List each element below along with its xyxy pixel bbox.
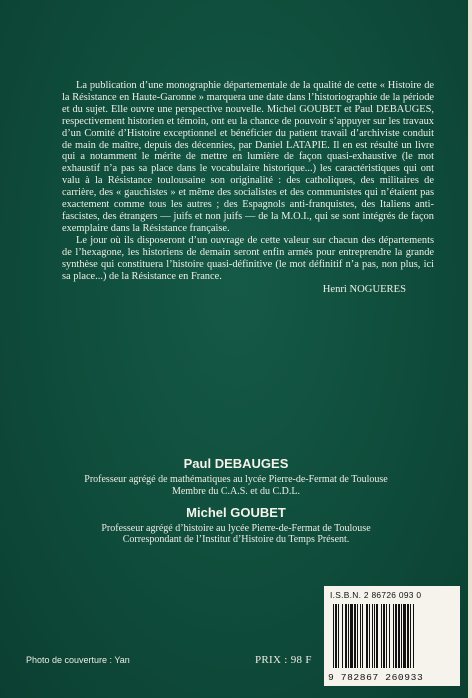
author-name: Paul DEBAUGES [183, 456, 289, 471]
author-title: Membre du C.A.S. et du C.D.L. [171, 485, 301, 497]
author-title: Professeur agrégé d’histoire au lycée Pierre-de-Fermat de Toulouse [101, 522, 371, 534]
barcode-bar [414, 604, 415, 668]
author-title: Correspondant de l’Institut d’Histoire du Temps Présent. [122, 534, 350, 546]
preface-text [62, 80, 434, 296]
authors-section [0, 456, 472, 546]
page-edge [468, 0, 472, 698]
preface-signature: Henri NOGUERES [322, 284, 406, 296]
isbn-label: I.S.B.N. 2 86726 093 0 [330, 590, 422, 600]
photo-credit: Photo de couverture : Yan [26, 655, 130, 665]
barcode-panel [324, 586, 460, 686]
price-label: PRIX : 98 F [255, 654, 312, 666]
barcode-bars [333, 604, 453, 668]
preface-paragraph-1: La publication d’une monographie départementale de la qualité de cette « Histoire de la Résistance en Haute-Garonne » marquera une date dans l’historiographie de la période et du sujet. Elle ouvre une perspective nouvelle. Michel GOUBET et Paul DEBAUGES, respectivement historien et témoin, ont eu la chance de pouvoir s’appuyer sur les travaux d’un Comité d’Histoire exceptionnel et bénéficier du patient travail d’archiviste conduit de main de maître, depuis des décennies, par Daniel LATAPIE. Il en est résulté un livre qui a notamment le mérite de mettre en lumière de façon quasi-exhaustive (le mot exhaustif n’a pas sa place dans le vocabulaire historique...) les caractéristiques qui ont valu à la Résistance toulousaine son originalité : des catholiques, des militaires de carrière, des « gauchistes » et même des socialistes et des communistes qui n’étaient pas exactement comme tous les autres ; des Espagnols anti-franquistes, des Italiens anti-fascistes, des étrangers — juifs et non juifs — de la M.O.I., qui se sont intégrés de façon exemplaire dans la Résistance française. [62, 80, 434, 234]
barcode-number: 9 782867 260933 [328, 672, 424, 683]
author-block-goubet [0, 505, 472, 547]
author-title: Professeur agrégé de mathématiques au lycée Pierre-de-Fermat de Toulouse [84, 474, 388, 485]
preface-paragraph-2: Le jour où ils disposeront d’un ouvrage de cette valeur sur chacun des départements de l’hexagone, les historiens de demain seront enfin armés pour entreprendre la grande synthèse qui constituera l’histoire quasi-définitive (le mot définitif n’a pas, non plus, ici sa place...) de la Résistance en France. [62, 234, 434, 282]
author-name: Michel GOUBET [186, 504, 286, 520]
author-block-debauges [0, 456, 472, 498]
